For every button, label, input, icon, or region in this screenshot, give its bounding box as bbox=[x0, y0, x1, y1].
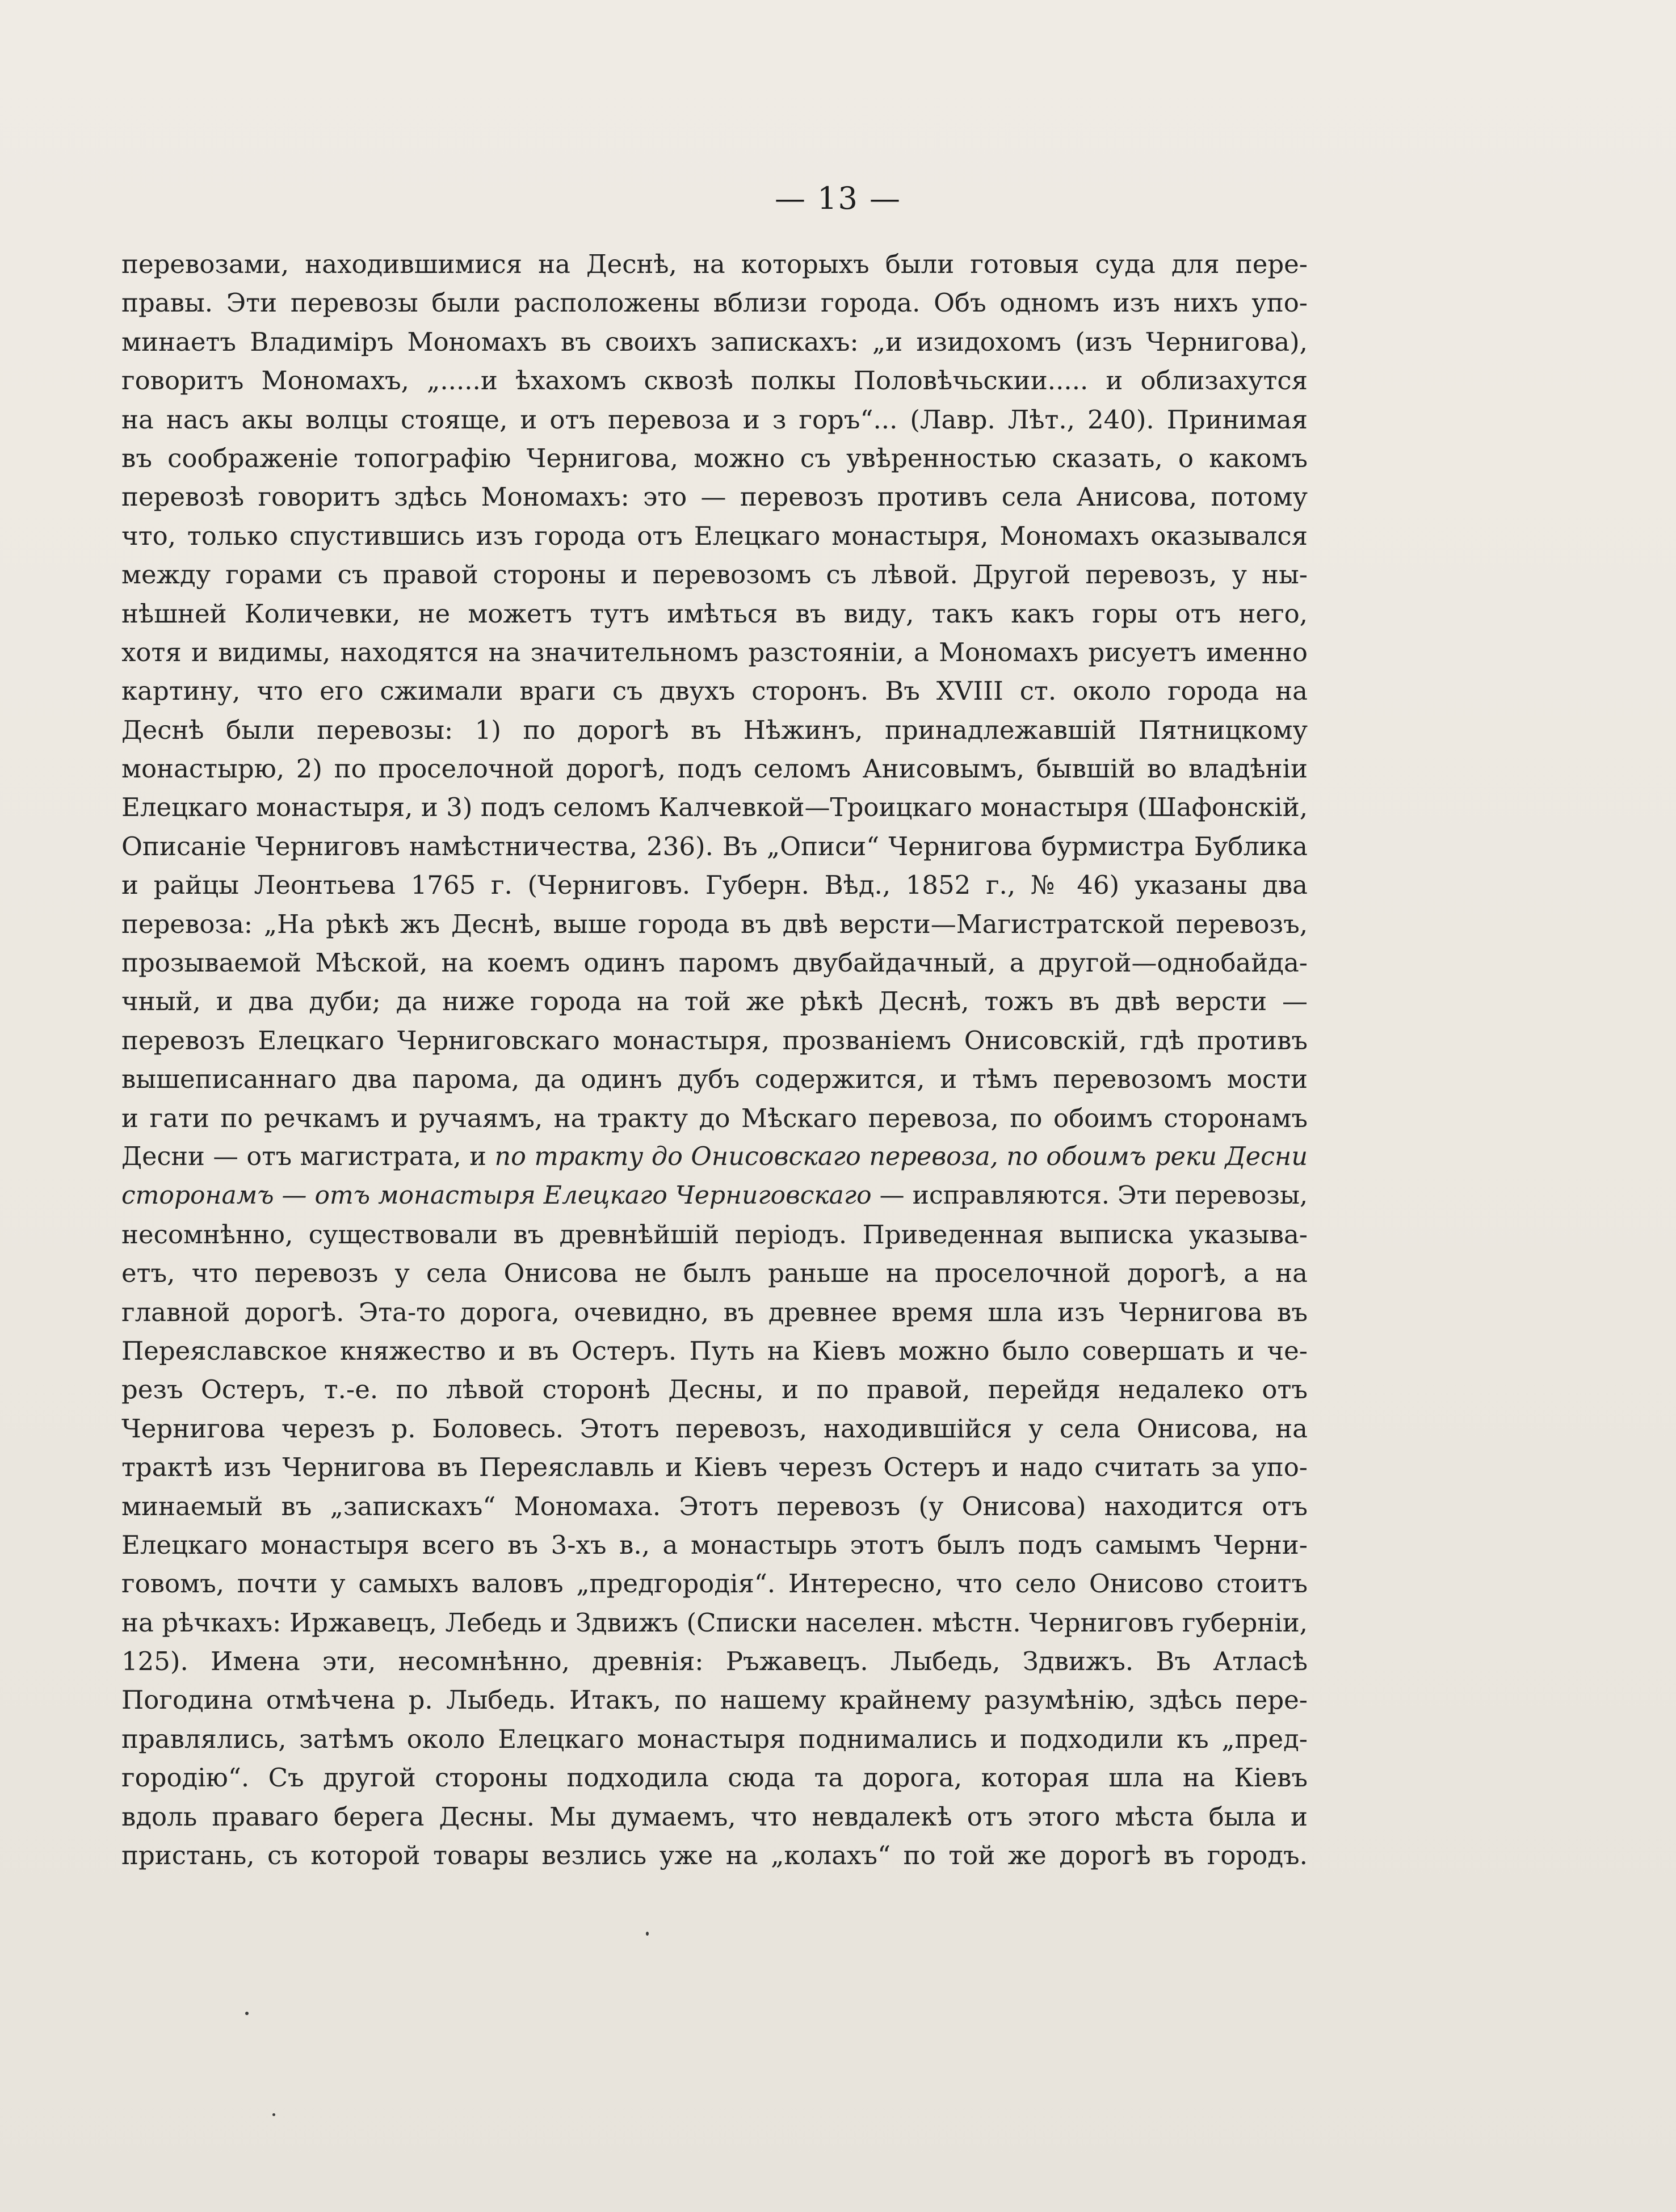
text-line bbox=[121, 1138, 1308, 1176]
text-segment: правы. Эти перевозы были расположены вблизи города. Объ одномъ изъ нихъ упо- bbox=[121, 288, 1308, 318]
text-segment: перевоза: „На рѣкѣ жъ Деснѣ, выше города въ двѣ версти—Магистратской перевозъ, bbox=[121, 909, 1308, 939]
text-line bbox=[121, 245, 1308, 284]
text-line bbox=[121, 1060, 1308, 1099]
text-line bbox=[121, 866, 1308, 905]
text-segment: резъ Остеръ, т.-е. по лѣвой сторонѣ Десны, и по правой, перейдя недалеко отъ bbox=[121, 1374, 1308, 1405]
text-line bbox=[121, 827, 1308, 866]
text-line bbox=[121, 595, 1308, 633]
body-text bbox=[121, 245, 1308, 1875]
italic-quote: сторонамъ — отъ монастыря Елецкаго Черниговскаго bbox=[121, 1181, 872, 1210]
text-segment: на насъ акы волцы стояще, и отъ перевоза и з горъ“... (Лавр. Лѣт., 240). Принимая bbox=[121, 404, 1308, 435]
text-line bbox=[121, 1216, 1308, 1254]
text-segment: пристань, съ которой товары везлись уже на „колахъ“ по той же дорогѣ въ городъ. bbox=[121, 1840, 1308, 1871]
text-line bbox=[121, 1604, 1308, 1642]
text-line bbox=[121, 478, 1308, 516]
text-line bbox=[121, 750, 1308, 788]
text-segment: Елецкаго монастыря, и 3) подъ селомъ Калчевкой—Троицкаго монастыря (Шафонскій, bbox=[121, 792, 1308, 823]
text-segment: нѣшней Количевки, не можетъ тутъ имѣться въ виду, такъ какъ горы отъ него, bbox=[121, 598, 1308, 629]
text-line bbox=[121, 517, 1308, 556]
text-line bbox=[121, 1798, 1308, 1836]
text-segment: перевозъ Елецкаго Черниговскаго монастыря, прозваніемъ Онисовскій, гдѣ противъ bbox=[121, 1025, 1308, 1055]
text-segment: картину, что его сжимали враги съ двухъ сторонъ. Въ XVIII ст. около города на bbox=[121, 676, 1308, 707]
text-segment: правлялись, затѣмъ около Елецкаго монастыря поднимались и подходили къ „пред- bbox=[121, 1723, 1308, 1754]
text-line bbox=[121, 672, 1308, 710]
text-segment: и гати по речкамъ и ручаямъ, на тракту до Мѣскаго перевоза, по обоимъ сторонамъ bbox=[121, 1103, 1308, 1133]
text-segment: вдоль праваго берега Десны. Мы думаемъ, что невдалекѣ отъ этого мѣста была и bbox=[121, 1801, 1308, 1832]
text-segment: перевозѣ говоритъ здѣсь Мономахъ: это — перевозъ противъ села Анисова, потому bbox=[121, 482, 1308, 512]
text-line bbox=[121, 556, 1308, 594]
text-segment: въ соображеніе топографію Чернигова, можно съ увѣренностью сказать, о какомъ bbox=[121, 443, 1308, 473]
text-line bbox=[121, 1642, 1308, 1681]
text-segment: минаемый въ „запискахъ“ Мономаха. Этотъ перевозъ (у Онисова) находится отъ bbox=[121, 1491, 1308, 1521]
text-line bbox=[121, 982, 1308, 1021]
text-line bbox=[121, 905, 1308, 944]
text-segment: и райцы Леонтьева 1765 г. (Черниговъ. Губерн. Вѣд., 1852 г., № 46) указаны два bbox=[121, 870, 1308, 901]
print-speck bbox=[272, 2113, 275, 2116]
text-line bbox=[121, 1099, 1308, 1138]
text-segment: Чернигова черезъ р. Боловесь. Этотъ перевозъ, находившійся у села Онисова, на bbox=[121, 1413, 1308, 1444]
text-line bbox=[121, 633, 1308, 672]
text-segment: хотя и видимы, находятся на значительномъ разстояніи, а Мономахъ рисуетъ именно bbox=[121, 637, 1308, 667]
text-line bbox=[121, 439, 1308, 478]
text-segment: что, только спустившись изъ города отъ Елецкаго монастыря, Мономахъ оказывался bbox=[121, 520, 1308, 551]
text-line bbox=[121, 1176, 1308, 1215]
text-line bbox=[121, 944, 1308, 982]
text-line bbox=[121, 361, 1308, 400]
text-segment: несомнѣнно, существовали въ древнѣйшій періодъ. Приведенная выписка указыва- bbox=[121, 1219, 1308, 1250]
text-line bbox=[121, 1720, 1308, 1759]
text-line bbox=[121, 1448, 1308, 1487]
text-line bbox=[121, 1526, 1308, 1565]
text-segment: Погодина отмѣчена р. Лыбедь. Итакъ, по нашему крайнему разумѣнію, здѣсь пере- bbox=[121, 1685, 1308, 1715]
text-segment: трактѣ изъ Чернигова въ Переяславль и Кіевъ черезъ Остеръ и надо считать за упо- bbox=[121, 1452, 1308, 1483]
text-segment: Описаніе Черниговъ намѣстничества, 236). Въ „Описи“ Чернигова бурмистра Бублика bbox=[121, 831, 1308, 861]
text-segment: прозываемой Мѣской, на коемъ одинъ паромъ двубайдачный, а другой—однобайда- bbox=[121, 948, 1308, 978]
text-segment: етъ, что перевозъ у села Онисова не былъ раньше на проселочной дорогѣ, а на bbox=[121, 1258, 1308, 1289]
text-line bbox=[121, 323, 1308, 361]
text-line bbox=[121, 1021, 1308, 1060]
text-line bbox=[121, 1254, 1308, 1293]
text-line bbox=[121, 1293, 1308, 1332]
text-segment: монастырю, 2) по проселочной дорогѣ, подъ селомъ Анисовымъ, бывшій во владѣніи bbox=[121, 754, 1308, 784]
text-segment: перевозами, находившимися на Деснѣ, на которыхъ были готовыя суда для пере- bbox=[121, 249, 1308, 279]
text-line bbox=[121, 1681, 1308, 1719]
page-number: — 13 — bbox=[774, 180, 902, 216]
text-segment: Десни — отъ магистрата, и bbox=[121, 1142, 495, 1171]
text-segment: на рѣчкахъ: Иржавецъ, Лебедь и Здвижъ (Списки населен. мѣстн. Черниговъ губерніи, bbox=[121, 1607, 1308, 1638]
text-line bbox=[121, 1836, 1308, 1875]
text-segment: городію“. Съ другой стороны подходила сюда та дорога, которая шла на Кіевъ bbox=[121, 1763, 1308, 1793]
text-line bbox=[121, 1759, 1308, 1797]
text-segment: Елецкаго монастыря всего въ 3-хъ в., а монастырь этотъ былъ подъ самымъ Черни- bbox=[121, 1529, 1308, 1560]
text-line bbox=[121, 1565, 1308, 1603]
text-line bbox=[121, 1410, 1308, 1448]
text-segment: минаетъ Владиміръ Мономахъ въ своихъ запискахъ: „и изидохомъ (изъ Чернигова), bbox=[121, 326, 1308, 357]
text-line bbox=[121, 1370, 1308, 1409]
text-segment: главной дорогѣ. Эта-то дорога, очевидно, въ древнее время шла изъ Чернигова въ bbox=[121, 1297, 1308, 1327]
italic-quote: по тракту до Онисовскаго перевоза, по обоимъ реки Десни bbox=[494, 1142, 1308, 1171]
text-segment: между горами съ правой стороны и перевозомъ съ лѣвой. Другой перевозъ, у ны- bbox=[121, 560, 1308, 590]
text-line bbox=[121, 284, 1308, 322]
text-segment: говомъ, почти у самыхъ валовъ „предгородія“. Интересно, что село Онисово стоитъ bbox=[121, 1568, 1308, 1599]
text-segment: 125). Имена эти, несомнѣнно, древнія: Ръжавецъ. Лыбедь, Здвижъ. Въ Атласѣ bbox=[121, 1646, 1308, 1677]
text-segment: — исправляются. Эти перевозы, bbox=[871, 1181, 1308, 1210]
text-segment: говоритъ Мономахъ, „.....и ѣхахомъ сквозѣ полкы Половѣчьскии..... и облизахутся bbox=[121, 365, 1308, 396]
text-line bbox=[121, 1332, 1308, 1370]
text-line bbox=[121, 401, 1308, 439]
print-speck bbox=[245, 2012, 249, 2015]
text-segment: чный, и два дуби; да ниже города на той же рѣкѣ Деснѣ, тожъ въ двѣ версти — bbox=[121, 986, 1308, 1017]
text-segment: Переяславское княжество и въ Остеръ. Путь на Кіевъ можно было совершать и че- bbox=[121, 1335, 1308, 1366]
text-line bbox=[121, 1487, 1308, 1526]
text-line bbox=[121, 788, 1308, 827]
text-segment: Деснѣ были перевозы: 1) по дорогѣ въ Нѣжинъ, принадлежавшій Пятницкому bbox=[121, 714, 1308, 745]
text-line bbox=[121, 711, 1308, 750]
text-segment: вышеписаннаго два парома, да одинъ дубъ содержится, и тѣмъ перевозомъ мости bbox=[121, 1064, 1308, 1095]
print-speck bbox=[646, 1932, 649, 1936]
